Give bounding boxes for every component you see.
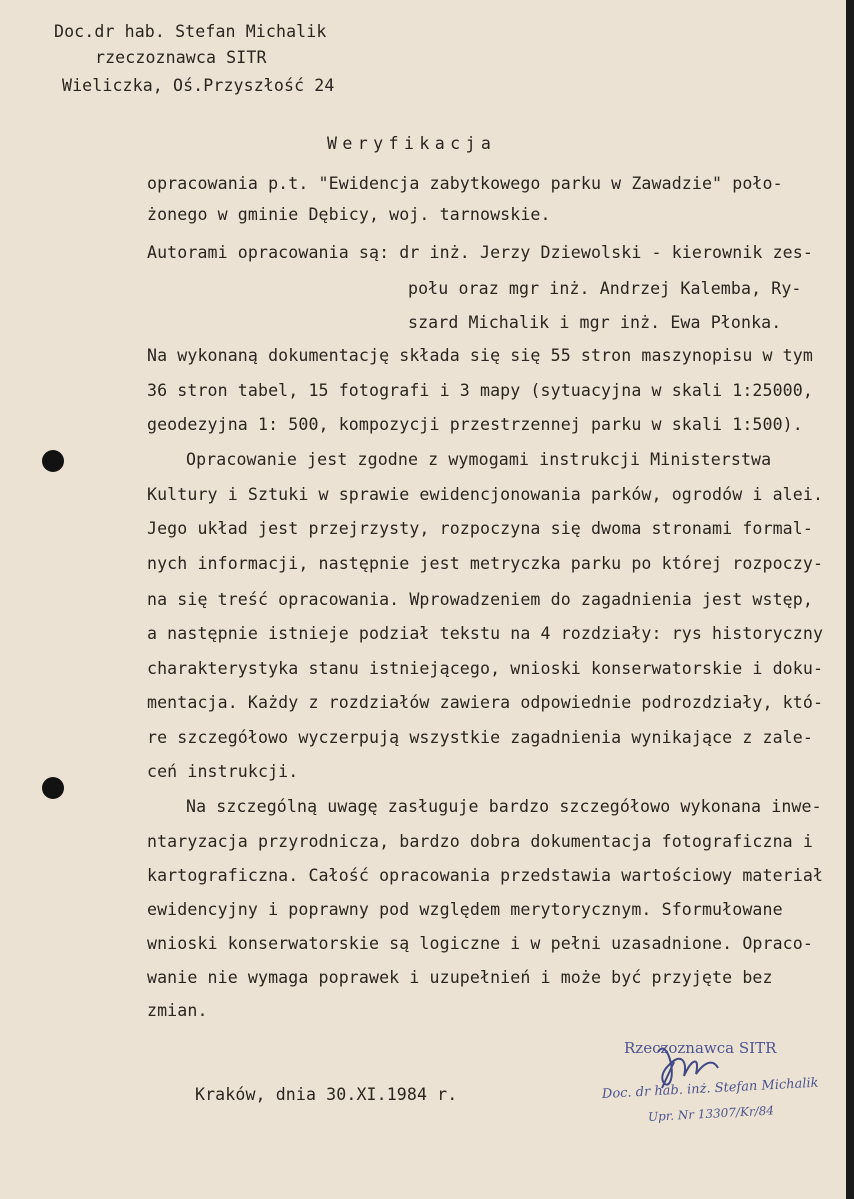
place-date: Kraków, dnia 30.XI.1984 r. (195, 1085, 458, 1104)
text-line: Na szczególną uwagę zasługuje bardzo szczegółowo wykonana inwe- (186, 797, 822, 816)
text-line: mentacja. Każdy z rozdziałów zawiera odpowiednie podrozdziały, któ- (147, 693, 824, 712)
text-line: 36 stron tabel, 15 fotografi i 3 mapy (sytuacyjna w skali 1:25000, (147, 381, 813, 400)
punch-hole (42, 777, 64, 799)
author-role: rzeczoznawca SITR (95, 48, 267, 67)
text-line: ntaryzacja przyrodnicza, bardzo dobra dokumentacja fotograficzna i (147, 832, 813, 851)
text-line: re szczegółowo wyczerpują wszystkie zagadnienia wynikające z zale- (147, 728, 813, 747)
text-line: Na wykonaną dokumentację składa się się 55 stron maszynopisu w tym (147, 346, 813, 365)
text-line: ewidencyjny i poprawny pod względem merytorycznym. Sformułowane (147, 900, 783, 919)
stamp-number: Upr. Nr 13307/Kr/84 (647, 1103, 775, 1124)
text-line: opracowania p.t. "Ewidencja zabytkowego parku w Zawadzie" poło- (147, 174, 783, 193)
text-line: Opracowanie jest zgodne z wymogami instrukcji Ministerstwa (186, 450, 772, 469)
author-name: Doc.dr hab. Stefan Michalik (54, 22, 327, 41)
stamp-name: Doc. dr hab. inż. Stefan Michalik (601, 1075, 819, 1102)
text-line: nych informacji, następnie jest metryczka parku po której rozpoczy- (147, 554, 824, 573)
text-line: wnioski konserwatorskie są logiczne i w pełni uzasadnione. Opraco- (147, 934, 813, 953)
punch-hole (42, 450, 64, 472)
text-line: wanie nie wymaga poprawek i uzupełnień i może być przyjęte bez (147, 968, 773, 987)
text-line: zmian. (147, 1001, 208, 1020)
stamp-title: Rzeczoznawca SITR (624, 1039, 777, 1057)
text-line: żonego w gminie Dębicy, woj. tarnowskie. (147, 205, 551, 224)
document-title: Weryfikacja (327, 134, 497, 153)
text-line: kartograficzna. Całość opracowania przedstawia wartościowy materiał (147, 866, 824, 885)
text-line: a następnie istnieje podział tekstu na 4 rozdziały: rys historyczny (147, 624, 824, 643)
text-line: połu oraz mgr inż. Andrzej Kalemba, Ry- (408, 279, 802, 298)
text-line: charakterystyka stanu istniejącego, wnioski konserwatorskie i doku- (147, 659, 824, 678)
author-address: Wieliczka, Oś.Przyszłość 24 (62, 76, 335, 95)
text-line: szard Michalik i mgr inż. Ewa Płonka. (408, 313, 782, 332)
text-line: geodezyjna 1: 500, kompozycji przestrzennej parku w skali 1:500). (147, 415, 803, 434)
text-line: ceń instrukcji. (147, 762, 299, 781)
text-line: na się treść opracowania. Wprowadzeniem do zagadnienia jest wstęp, (147, 590, 813, 609)
official-stamp (596, 1030, 836, 1130)
text-line: Kultury i Sztuki w sprawie ewidencjonowania parków, ogrodów i alei. (147, 485, 824, 504)
text-line: Autorami opracowania są: dr inż. Jerzy Dziewolski - kierownik zes- (147, 243, 813, 262)
text-line: Jego układ jest przejrzysty, rozpoczyna się dwoma stronami formal- (147, 519, 813, 538)
page-edge (846, 0, 854, 1199)
